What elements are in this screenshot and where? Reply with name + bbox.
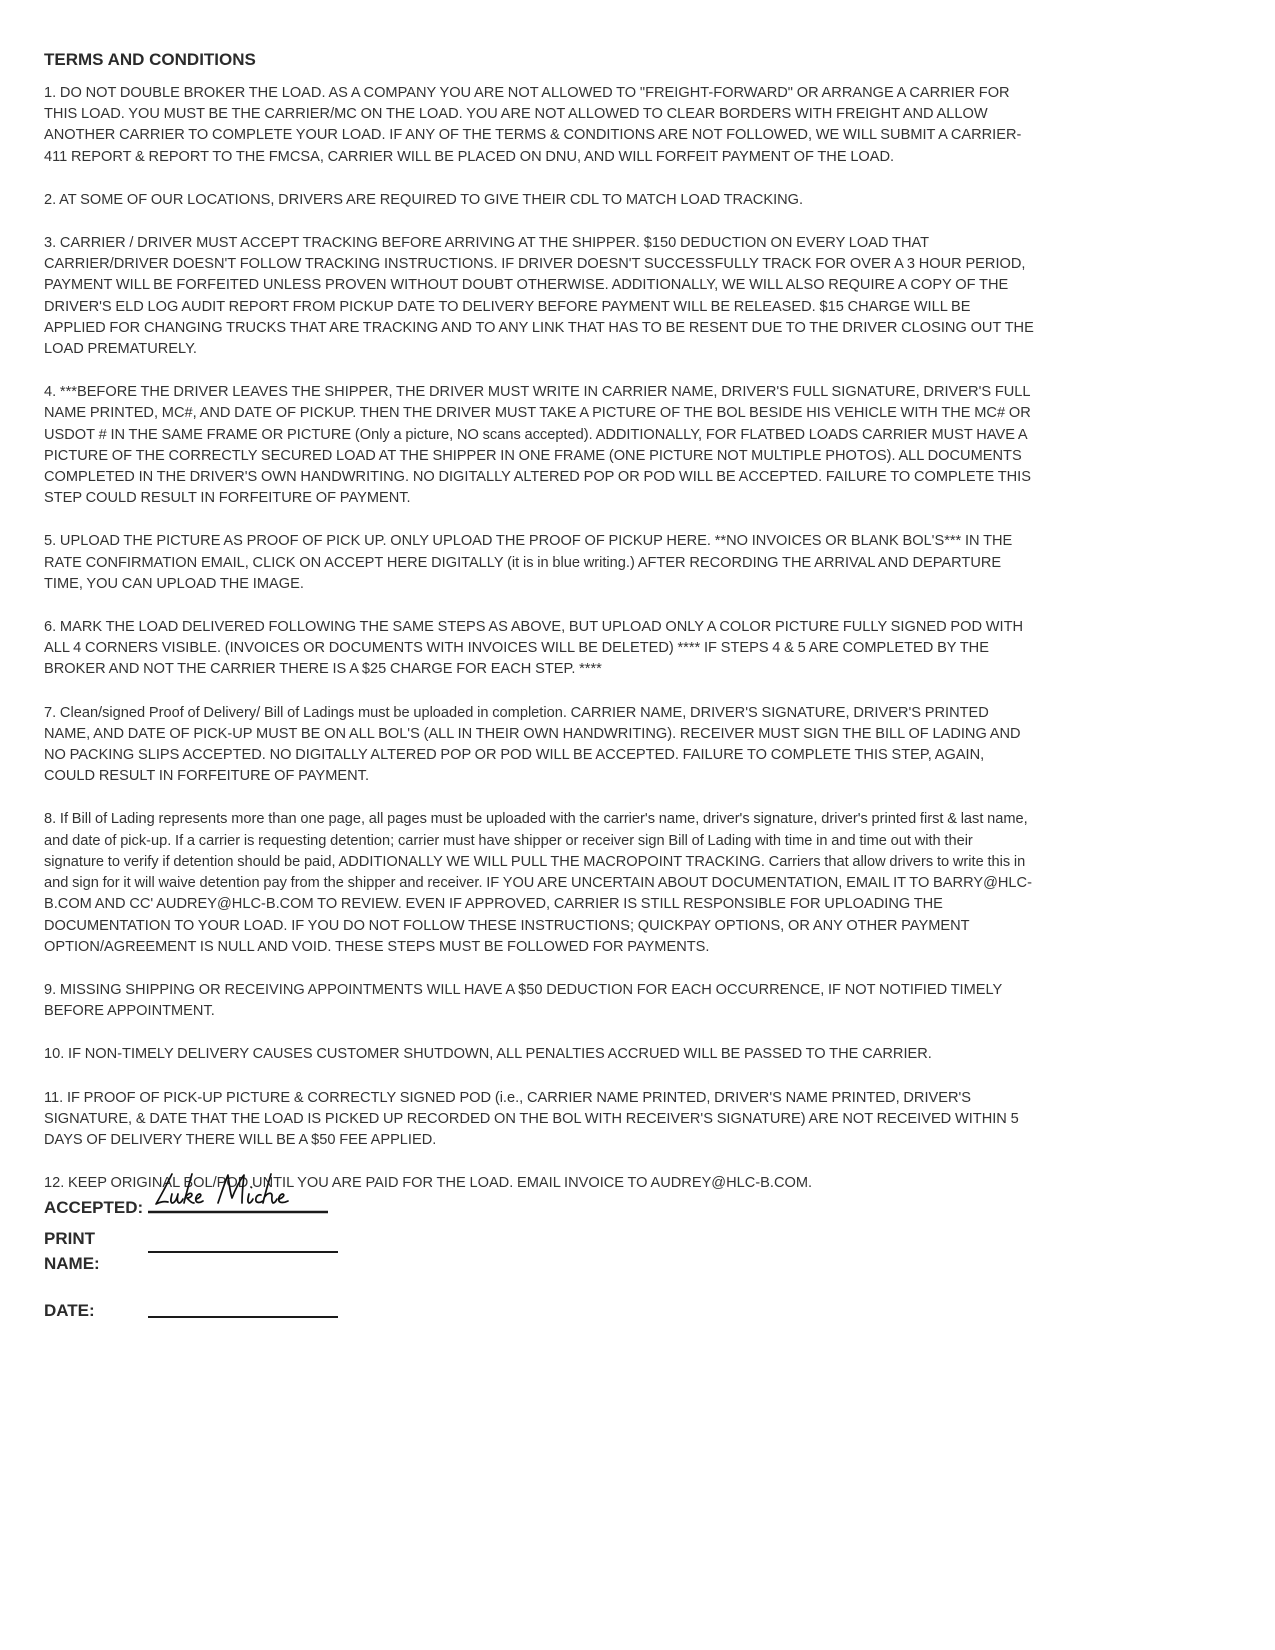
term-item-9: 9. MISSING SHIPPING OR RECEIVING APPOINTMENTS WILL HAVE A $50 DEDUCTION FOR EACH OCCURRENCE, IF NOT NOTIFIED TIMELY BEFORE APPOINTMENT. (44, 981, 1002, 1020)
term-item-12: 12. KEEP ORIGINAL BOL/POD UNTIL YOU ARE PAID FOR THE LOAD. EMAIL INVOICE TO AUDREY@HLC-B.COM. (44, 1175, 813, 1192)
terms-document (44, 50, 1034, 1194)
term-item-3: 3. CARRIER / DRIVER MUST ACCEPT TRACKING BEFORE ARRIVING AT THE SHIPPER. $150 DEDUCTION ON EVERY LOAD THAT CARRIER/DRIVER DOESN'T FOLLOW TRACKING INSTRUCTIONS. IF DRIVER DOESN'T SUCCESSFULLY TRACK FOR OVER A 3 HOUR PERIOD, PAYMENT WILL BE FORFEITED UNLESS PROVEN WITHOUT DOUBT OTHERWISE. ADDITIONALLY, WE WILL ALSO REQUIRE A COPY OF THE DRIVER'S ELD LOG AUDIT REPORT FROM PICKUP DATE TO DELIVERY BEFORE PAYMENT WILL BE RELEASED. $15 CHARGE WILL BE APPLIED FOR CHANGING TRUCKS THAT ARE TRACKING AND TO ANY LINK THAT HAS TO BE RESENT DUE TO THE DRIVER CLOSING OUT THE LOAD PREMATURELY. (44, 235, 1034, 358)
term-item-8: 8. If Bill of Lading represents more than one page, all pages must be uploaded with the carrier's name, driver's signature, driver's printed first & last name, and date of pick-up. If a carrier is requesting detention; carrier must have shipper or receiver sign Bill of Lading with time in and time out with their signature to verify if detention should be paid, ADDITIONALLY WE WILL PULL THE MACROPOINT TRACKING. Carriers that allow drivers to write this in and sign for it will waive detention pay from the shipper and receiver. IF YOU ARE UNCERTAIN ABOUT DOCUMENTATION, EMAIL IT TO BARRY@HLC-B.COM AND CC' AUDREY@HLC-B.COM TO REVIEW. EVEN IF APPROVED, CARRIER IS STILL RESPONSIBLE FOR UPLOADING THE DOCUMENTATION TO YOUR LOAD. IF YOU DO NOT FOLLOW THESE INSTRUCTIONS; QUICKPAY OPTIONS, OR ANY OTHER PAYMENT OPTION/AGREEMENT IS NULL AND VOID. THESE STEPS MUST BE FOLLOWED FOR PAYMENTS. (44, 811, 1032, 955)
document-title: TERMS AND CONDITIONS (44, 50, 256, 69)
date-label: DATE: (44, 1301, 95, 1320)
term-item-7: 7. Clean/signed Proof of Delivery/ Bill of Ladings must be uploaded in completion. CARRIER NAME, DRIVER'S SIGNATURE, DRIVER'S PRINTED NAME, AND DATE OF PICK-UP MUST BE ON ALL BOL'S (ALL IN THEIR OWN HANDWRITING). RECEIVER MUST SIGN THE BILL OF LADING AND NO PACKING SLIPS ACCEPTED. NO DIGITALLY ALTERED POP OR POD WILL BE ACCEPTED. FAILURE TO COMPLETE THIS STEP, AGAIN, COULD RESULT IN FORFEITURE OF PAYMENT. (44, 704, 1021, 785)
term-item-2: 2. AT SOME OF OUR LOCATIONS, DRIVERS ARE REQUIRED TO GIVE THEIR CDL TO MATCH LOAD TRACKING. (44, 191, 804, 208)
print-name-field[interactable] (148, 1251, 338, 1253)
accepted-label: ACCEPTED: (44, 1198, 144, 1217)
print-name-label-line2: NAME: (44, 1254, 100, 1273)
term-item-10: 10. IF NON-TIMELY DELIVERY CAUSES CUSTOMER SHUTDOWN, ALL PENALTIES ACCRUED WILL BE PASSED TO THE CARRIER. (44, 1046, 932, 1063)
date-field[interactable] (148, 1316, 338, 1318)
term-item-1: 1. DO NOT DOUBLE BROKER THE LOAD. AS A COMPANY YOU ARE NOT ALLOWED TO "FREIGHT-FORWARD" OR ARRANGE A CARRIER FOR THIS LOAD. YOU MUST BE THE CARRIER/MC ON THE LOAD. YOU ARE NOT ALLOWED TO CLEAR BORDERS WITH FREIGHT AND ALLOW ANOTHER CARRIER TO COMPLETE YOUR LOAD. IF ANY OF THE TERMS & CONDITIONS ARE NOT FOLLOWED, WE WILL SUBMIT A CARRIER-411 REPORT & REPORT TO THE FMCSA, CARRIER WILL BE PLACED ON DNU, AND WILL FORFEIT PAYMENT OF THE LOAD. (44, 85, 1022, 165)
print-name-label-line1: PRINT (44, 1229, 95, 1248)
term-item-6: 6. MARK THE LOAD DELIVERED FOLLOWING THE SAME STEPS AS ABOVE, BUT UPLOAD ONLY A COLOR PICTURE FULLY SIGNED POD WITH ALL 4 CORNERS VISIBLE. (INVOICES OR DOCUMENTS WITH INVOICES WILL BE DELETED) **** IF STEPS 4 & 5 ARE COMPLETED BY THE BROKER AND NOT THE CARRIER THERE IS A $25 CHARGE FOR EACH STEP. **** (44, 619, 1024, 678)
terms-list (44, 83, 1034, 1194)
term-item-5: 5. UPLOAD THE PICTURE AS PROOF OF PICK UP. ONLY UPLOAD THE PROOF OF PICKUP HERE. **NO INVOICES OR BLANK BOL'S*** IN THE RATE CONFIRMATION EMAIL, CLICK ON ACCEPT HERE DIGITALLY (it is in blue writing.) AFTER RECORDING THE ARRIVAL AND DEPARTURE TIME, YOU CAN UPLOAD THE IMAGE. (44, 533, 1013, 592)
term-item-11: 11. IF PROOF OF PICK-UP PICTURE & CORRECTLY SIGNED POD (i.e., CARRIER NAME PRINTED, DRIVER'S NAME PRINTED, DRIVER'S SIGNATURE, & DATE THAT THE LOAD IS PICKED UP RECORDED ON THE BOL WITH RECEIVER'S SIGNATURE) ARE NOT RECEIVED WITHIN 5 DAYS OF DELIVERY THERE WILL BE A $50 FEE APPLIED. (44, 1089, 1019, 1148)
term-item-4: 4. ***BEFORE THE DRIVER LEAVES THE SHIPPER, THE DRIVER MUST WRITE IN CARRIER NAME, DRIVER'S FULL SIGNATURE, DRIVER'S FULL NAME PRINTED, MC#, AND DATE OF PICKUP. THEN THE DRIVER MUST TAKE A PICTURE OF THE BOL BESIDE HIS VEHICLE WITH THE MC# OR USDOT # IN THE SAME FRAME OR PICTURE (Only a picture, NO scans accepted). ADDITIONALLY, FOR FLATBED LOADS CARRIER MUST HAVE A PICTURE OF THE CORRECTLY SECURED LOAD AT THE SHIPPER IN ONE FRAME (ONE PICTURE NOT MULTIPLE PHOTOS). ALL DOCUMENTS COMPLETED IN THE DRIVER'S OWN HANDWRITING. NO DIGITALLY ALTERED POP OR POD WILL BE ACCEPTED. FAILURE TO COMPLETE THIS STEP COULD RESULT IN FORFEITURE OF PAYMENT. (44, 384, 1031, 507)
